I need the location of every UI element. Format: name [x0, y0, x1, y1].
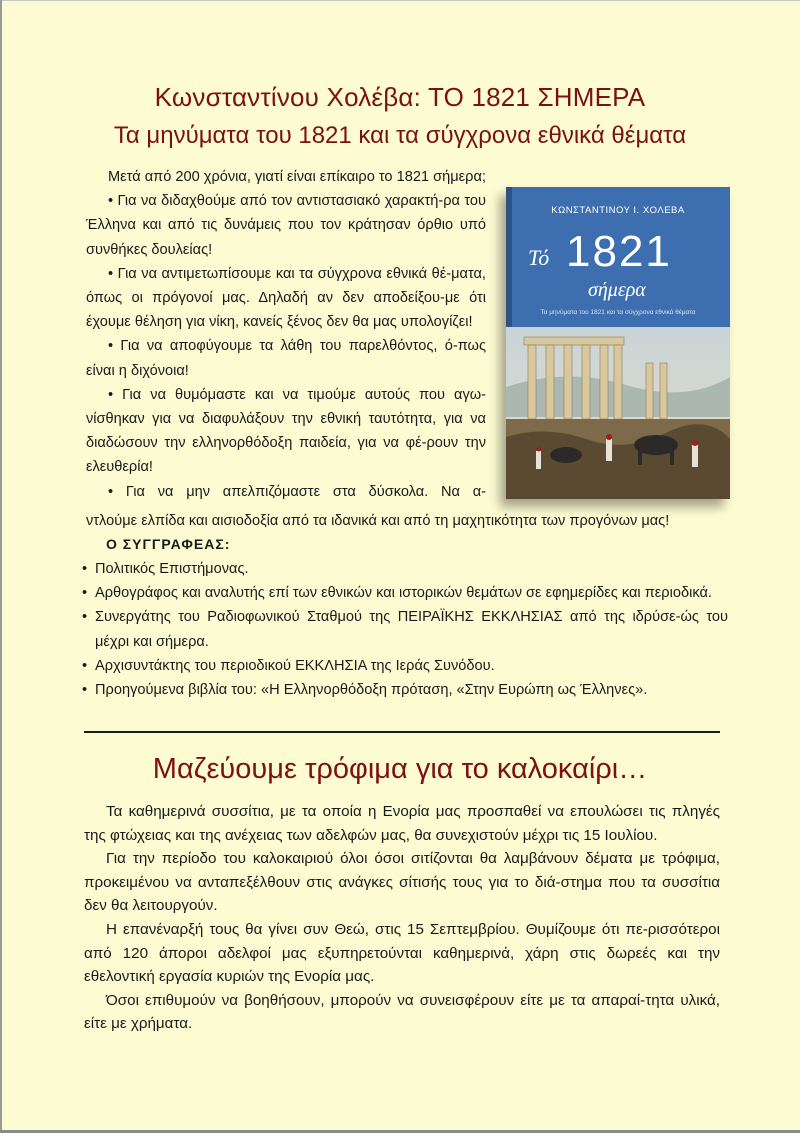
summer-text [84, 800, 720, 1036]
author-list [78, 557, 728, 702]
book-cover-image [506, 187, 730, 499]
intro-lead: Μετά από 200 χρόνια, γιατί είναι επίκαιρο το 1821 σήμερα; [108, 169, 486, 185]
author-heading: Ο ΣΥΓΓΡΑΦΕΑΣ: [106, 536, 231, 552]
author-list-item: • Προηγούμενα βιβλία του: «Η Ελληνορθόδοξη πρόταση, «Στην Ευρώπη ως Έλληνες». [78, 678, 728, 702]
article-title: Κωνσταντίνου Χολέβα: ΤΟ 1821 ΣΗΜΕΡΑ [154, 82, 646, 112]
book-author: ΚΩΝΣΤΑΝΤΙΝΟΥ Ι. ΧΟΛΕΒΑ [551, 205, 685, 216]
intro-bullet: • Για να αντιμετωπίσουμε και τα σύγχρονα εθνικά θέ-ματα, όπως οι πρόγονοί μας. Δηλαδή αν δεν αποδείξου-με ότι έχουμε θέληση για νίκη, κανείς ξένος δεν θα μας υπολογίζει! [86, 265, 486, 331]
page-border-top [0, 0, 800, 1]
page-border-left [0, 0, 2, 1133]
intro-bullet: • Για να μην απελπιζόμαστε στα δύσκολα. Να α- [108, 483, 486, 500]
book-title-to: Τό [528, 245, 550, 270]
summer-paragraph: Τα καθημερινά συσσίτια, με τα οποία η Ενορία μας προσπαθεί να επουλώσει τις πληγές της φτώχειας και της ανέχειας των αδελφών μας, θα συνεχιστούν μέχρι τις 15 Ιουλίου. [84, 803, 720, 844]
summer-paragraph: Για την περίοδο του καλοκαιριού όλοι όσοι σιτίζονται θα λαμβάνουν δέματα με τρόφιμα, προκειμένου να ανταπεξέλθουν στις ανάγκες σίτισής τους για το διά-στημα που τα συσσίτια δεν θα λειτουργούν. [84, 850, 720, 915]
intro-continuation [86, 509, 722, 533]
summer-paragraph: Η επανέναρξή τους θα γίνει συν Θεώ, στις 15 Σεπτεμβρίου. Θυμίζουμε ότι πε-ρισσότεροι από 120 άποροι αδελφοί μας εξυπηρετούνται καθημερινά, χάρη στις δωρεές και την εθελοντική εργασία κυριών της Ενορία μας. [84, 920, 720, 986]
book-subtitle: Τα μηνύματα του 1821 και τα σύγχρονα εθνικά θέματα [540, 309, 696, 316]
intro-bullet: • Για να αποφύγουμε τα λάθη του παρελθόντος, ό-πως είναι η διχόνοια! [86, 338, 486, 379]
author-list-item: • Συνεργάτης του Ραδιοφωνικού Σταθμού της ΠΕΙΡΑΪΚΗΣ ΕΚΚΛΗΣΙΑΣ από της ιδρύσε-ώς του μέχρι και σήμερα. [78, 605, 728, 653]
book-title-simera: σήμερα [588, 279, 646, 301]
intro-bullet: • Για να θυμόμαστε και να τιμούμε αυτούς που αγω-νίσθηκαν για να διαφυλάξουν την εθνική ταυτότητα, για να διαδώσουν την ελληνορθόδοξη παιδεία, για να φέ-ρουν την ελευθερία! [86, 386, 486, 476]
intro-text [86, 165, 486, 504]
article-subtitle: Τα μηνύματα του 1821 και τα σύγχρονα εθνικά θέματα [113, 122, 687, 149]
intro-continuation-text: ντλούμε ελπίδα και αισιοδοξία από τα ιδανικά και από τη μαχητικότητα των προγόνων μας! [86, 513, 670, 529]
author-list-item: • Πολιτικός Επιστήμονας. [78, 557, 728, 581]
section-divider [84, 731, 720, 733]
author-list-item: • Αρχισυντάκτης του περιοδικού ΕΚΚΛΗΣΙΑ της Ιεράς Συνόδου. [78, 654, 728, 678]
author-list-item: • Αρθογράφος και αναλυτής επί των εθνικών και ιστορικών θεμάτων σε εφημερίδες και περιοδικά. [78, 581, 728, 605]
summer-title: Μαζεύουμε τρόφιμα για το καλοκαίρι… [152, 753, 648, 785]
intro-bullet: • Για να διδαχθούμε από τον αντιστασιακό χαρακτή-ρα του Έλληνα και από τις δυνάμεις που τον κράτησαν όρθιο υπό συνθήκες δουλείας! [86, 193, 486, 258]
book-title-year: 1821 [566, 227, 672, 276]
book-cover-painting [506, 327, 730, 499]
summer-paragraph: Όσοι επιθυμούν να βοηθήσουν, μπορούν να συνεισφέρουν είτε με τα απαραί-τητα υλικά, είτε με χρήματα. [84, 991, 720, 1033]
